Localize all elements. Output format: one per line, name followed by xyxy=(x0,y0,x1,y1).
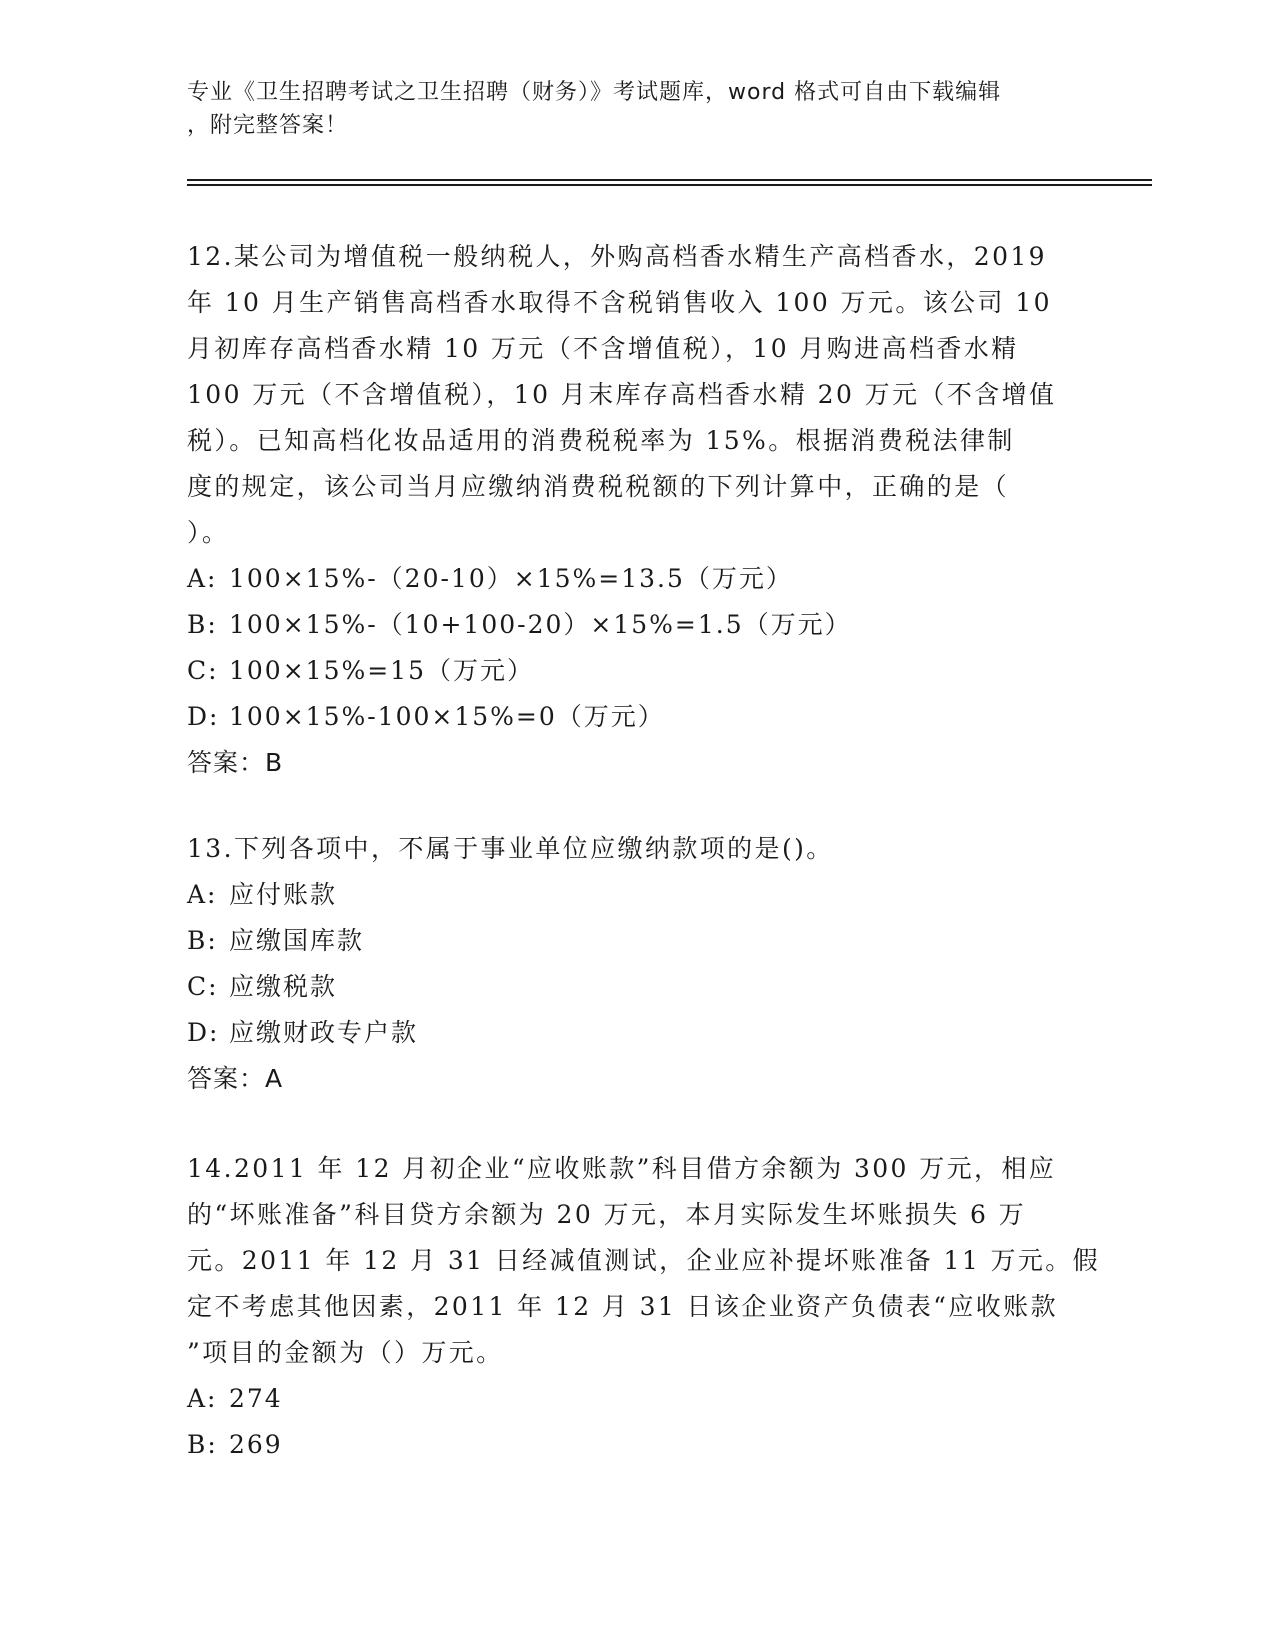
header-line: 专业《卫生招聘考试之卫生招聘（财务）》考试题库，word 格式可自由下载编辑 xyxy=(187,80,1002,105)
question-12 xyxy=(187,234,1087,786)
option-text: 269 xyxy=(229,1430,283,1459)
option-b xyxy=(187,602,1087,648)
option-letter: A: xyxy=(187,564,218,593)
option-d xyxy=(187,694,1087,740)
option-letter: A: xyxy=(187,880,218,909)
option-a xyxy=(187,556,1087,602)
answer-line: 答案：A xyxy=(187,1064,284,1093)
option-d xyxy=(187,1010,1087,1056)
header-line: ，附完整答案！ xyxy=(187,113,349,138)
header-divider xyxy=(187,179,1152,181)
document-header xyxy=(187,76,1067,142)
option-text: 100×15%=15（万元） xyxy=(229,656,534,685)
question-stem-line: 税）。已知高档化妆品适用的消费税税率为 15%。根据消费税法律制 xyxy=(187,426,1015,455)
option-b xyxy=(187,918,1087,964)
option-b xyxy=(187,1422,1087,1468)
option-letter: A: xyxy=(187,1384,218,1413)
option-c xyxy=(187,648,1087,694)
option-text: 100×15%-（20-10）×15%=13.5（万元） xyxy=(229,564,793,593)
question-stem-line: 12.某公司为增值税一般纳税人，外购高档香水精生产高档香水，2019 xyxy=(187,242,1047,271)
option-letter: D: xyxy=(187,702,220,731)
question-stem-line: ）。 xyxy=(187,518,230,547)
question-stem-line: 14.2011 年 12 月初企业“应收账款”科目借方余额为 300 万元，相应 xyxy=(187,1154,1057,1183)
header-divider xyxy=(187,184,1152,186)
option-text: 应缴税款 xyxy=(229,972,338,1001)
question-13 xyxy=(187,826,1087,1102)
option-letter: B: xyxy=(187,1430,218,1459)
option-letter: C: xyxy=(187,972,219,1001)
option-text: 应缴财政专户款 xyxy=(229,1018,419,1047)
option-text: 应缴国库款 xyxy=(229,926,365,955)
question-stem-line: 元。2011 年 12 月 31 日经减值测试，企业应补提坏账准备 11 万元。假 xyxy=(187,1246,1101,1275)
option-letter: B: xyxy=(187,926,218,955)
question-stem-line: 的“坏账准备”科目贷方余额为 20 万元，本月实际发生坏账损失 6 万 xyxy=(187,1200,1027,1229)
question-stem-line: 100 万元（不含增值税），10 月末库存高档香水精 20 万元（不含增值 xyxy=(187,380,1057,409)
option-a xyxy=(187,872,1087,918)
question-stem-line: 年 10 月生产销售高档香水取得不含税销售收入 100 万元。该公司 10 xyxy=(187,288,1052,317)
option-letter: B: xyxy=(187,610,218,639)
option-text: 100×15%-（10+100-20）×15%=1.5（万元） xyxy=(229,610,852,639)
question-14 xyxy=(187,1146,1101,1468)
option-text: 100×15%-100×15%=0（万元） xyxy=(229,702,665,731)
option-text: 274 xyxy=(229,1384,283,1413)
question-stem-line: 定不考虑其他因素，2011 年 12 月 31 日该企业资产负债表“应收账款 xyxy=(187,1292,1058,1321)
question-stem-line: 月初库存高档香水精 10 万元（不含增值税），10 月购进高档香水精 xyxy=(187,334,1019,363)
answer-line: 答案：B xyxy=(187,748,284,777)
question-stem-line: 13.下列各项中，不属于事业单位应缴纳款项的是()。 xyxy=(187,834,834,863)
option-a xyxy=(187,1376,1087,1422)
option-c xyxy=(187,964,1087,1010)
option-letter: D: xyxy=(187,1018,220,1047)
option-text: 应付账款 xyxy=(229,880,338,909)
question-stem-line: 度的规定，该公司当月应缴纳消费税税额的下列计算中，正确的是（ xyxy=(187,472,1010,501)
question-stem-line: ”项目的金额为（）万元。 xyxy=(187,1338,504,1367)
option-letter: C: xyxy=(187,656,219,685)
